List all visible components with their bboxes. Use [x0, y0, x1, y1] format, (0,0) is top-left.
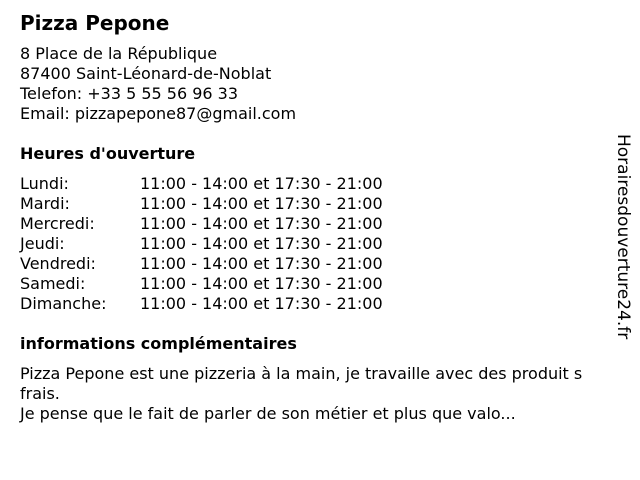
hours-day: Samedi:	[20, 274, 86, 293]
description-excerpt: Je pense que le fait de parler de son métier et plus que valo...	[20, 404, 516, 423]
contact-block	[20, 44, 296, 124]
opening-hours-heading: Heures d'ouverture	[20, 144, 196, 163]
opening-hours-table	[20, 174, 383, 314]
address-street: 8 Place de la République	[20, 44, 218, 63]
hours-row-jeudi	[20, 234, 383, 254]
phone-number: Telefon: +33 5 55 56 96 33	[20, 84, 239, 103]
hours-row-samedi	[20, 274, 383, 294]
address-city: 87400 Saint-Léonard-de-Noblat	[20, 64, 272, 83]
hours-day: Dimanche:	[20, 294, 107, 313]
hours-time: 11:00 - 14:00 et 17:30 - 21:00	[140, 174, 383, 193]
hours-row-lundi	[20, 174, 383, 194]
additional-info-heading: informations complémentaires	[20, 334, 297, 353]
hours-day: Mercredi:	[20, 214, 95, 233]
hours-day: Lundi:	[20, 174, 69, 193]
email-address: Email: pizzapepone87@gmail.com	[20, 104, 297, 123]
hours-row-vendredi	[20, 254, 383, 274]
hours-time: 11:00 - 14:00 et 17:30 - 21:00	[140, 214, 383, 233]
description-paragraph: Pizza Pepone est une pizzeria à la main, je travaille avec des produit s frais.	[20, 364, 583, 403]
hours-time: 11:00 - 14:00 et 17:30 - 21:00	[140, 194, 383, 213]
hours-time: 11:00 - 14:00 et 17:30 - 21:00	[140, 234, 383, 253]
hours-time: 11:00 - 14:00 et 17:30 - 21:00	[140, 294, 383, 313]
hours-time: 11:00 - 14:00 et 17:30 - 21:00	[140, 274, 383, 293]
site-watermark: Horairesdouverture24.fr	[613, 134, 633, 340]
hours-row-dimanche	[20, 294, 383, 314]
additional-info-text	[20, 364, 625, 424]
business-name: Pizza Pepone	[20, 11, 170, 35]
hours-row-mardi	[20, 194, 383, 214]
hours-time: 11:00 - 14:00 et 17:30 - 21:00	[140, 254, 383, 273]
hours-day: Jeudi:	[20, 234, 65, 253]
hours-day: Vendredi:	[20, 254, 96, 273]
hours-row-mercredi	[20, 214, 383, 234]
hours-day: Mardi:	[20, 194, 70, 213]
